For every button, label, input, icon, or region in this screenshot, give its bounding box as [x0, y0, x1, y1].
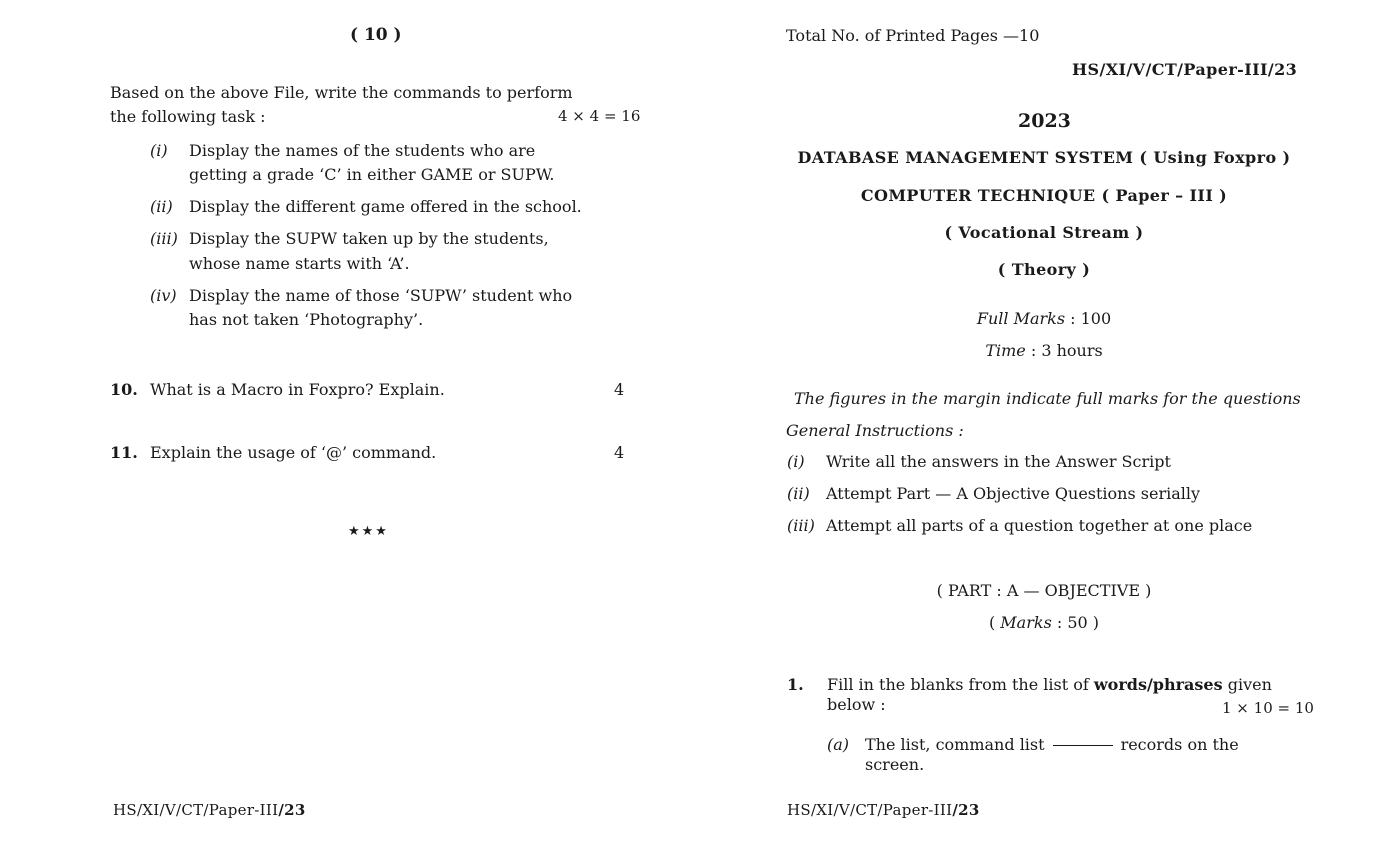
instruction-text: Attempt Part — A Objective Questions serially — [826, 484, 1201, 503]
footer-code-text: HS/XI/V/CT/Paper-III — [113, 801, 279, 819]
printed-pages: Total No. of Printed Pages —10 — [786, 26, 1040, 45]
title-paper: COMPUTER TECHNIQUE ( Paper – III ) — [860, 186, 1228, 205]
subquestion-text-b: records on the — [1120, 735, 1239, 754]
instruction-number: (ii) — [787, 484, 810, 503]
task-text: Display the names of the students who are — [189, 141, 536, 160]
question-number: 1. — [787, 675, 804, 694]
question-text-b: given — [1222, 675, 1272, 694]
title-theory: ( Theory ) — [997, 260, 1091, 279]
part-heading: ( PART : A — OBJECTIVE ) — [936, 581, 1152, 600]
part-marks-label: Marks — [1000, 613, 1052, 632]
intro-marks: 4 × 4 = 16 — [558, 107, 641, 125]
footer-code-text: HS/XI/V/CT/Paper-III — [787, 801, 953, 819]
task-number: (ii) — [150, 197, 173, 216]
instruction-number: (i) — [787, 452, 805, 471]
question-text — [827, 673, 1272, 697]
footer-year: /23 — [278, 801, 306, 819]
subquestion-text-a: The list, command list — [865, 735, 1045, 754]
full-marks-value: : 100 — [1065, 309, 1112, 328]
intro-line-1: Based on the above File, write the commands to perform — [110, 83, 573, 102]
task-text: Display the different game offered in the school. — [189, 197, 582, 216]
question-number: 10. — [110, 380, 138, 399]
question-text-bold: words/phrases — [1093, 675, 1223, 694]
task-text: Display the name of those ‘SUPW’ student who — [189, 286, 573, 305]
paper-code: HS/XI/V/CT/Paper-III/23 — [1072, 60, 1298, 79]
subquestion-number: (a) — [827, 735, 850, 754]
general-instructions-heading: General Instructions : — [786, 421, 964, 440]
task-text: getting a grade ‘C’ in either GAME or SUPW. — [189, 165, 555, 184]
time-value: : 3 hours — [1025, 341, 1103, 360]
instruction-number: (iii) — [787, 516, 815, 535]
title-stream: ( Vocational Stream ) — [944, 223, 1144, 242]
question-marks: 1 × 10 = 10 — [1222, 699, 1314, 717]
full-marks-label: Full Marks — [976, 309, 1066, 328]
right-page — [700, 0, 1400, 850]
instruction-text: Attempt all parts of a question together at one place — [826, 516, 1253, 535]
instruction-text: Write all the answers in the Answer Script — [826, 452, 1171, 471]
end-marker: ★★★ — [348, 524, 389, 539]
margin-note: The figures in the margin indicate full marks for the questions — [794, 389, 1301, 408]
question-text-line2: below : — [827, 695, 886, 714]
intro-line-2: the following task : — [110, 107, 266, 126]
exam-year: 2023 — [1018, 110, 1071, 132]
subquestion-text-line2: screen. — [865, 755, 925, 774]
full-marks — [744, 307, 1344, 331]
task-text: whose name starts with ‘A’. — [189, 254, 410, 273]
task-number: (iv) — [150, 286, 177, 305]
question-marks: 4 — [614, 380, 625, 399]
title-subject: DATABASE MANAGEMENT SYSTEM ( Using Foxpro ) — [797, 148, 1291, 167]
page-number: ( 10 ) — [350, 25, 402, 45]
footer-code — [787, 801, 980, 819]
question-text: Explain the usage of ‘@’ command. — [150, 443, 437, 462]
question-marks: 4 — [614, 443, 625, 462]
footer-year: /23 — [952, 801, 980, 819]
task-text: Display the SUPW taken up by the students, — [189, 229, 549, 248]
part-marks-value: : 50 ) — [1051, 613, 1100, 632]
footer-code — [113, 801, 306, 819]
time-allowed — [744, 339, 1344, 363]
blank-line — [1053, 745, 1113, 746]
task-number: (iii) — [150, 229, 178, 248]
question-text: What is a Macro in Foxpro? Explain. — [150, 380, 445, 399]
part-marks-open: ( — [988, 613, 1001, 632]
question-number: 11. — [110, 443, 138, 462]
task-number: (i) — [150, 141, 168, 160]
time-label: Time — [985, 341, 1026, 360]
task-text: has not taken ‘Photography’. — [189, 310, 424, 329]
question-text-a: Fill in the blanks from the list of — [827, 675, 1094, 694]
part-marks — [744, 611, 1344, 635]
